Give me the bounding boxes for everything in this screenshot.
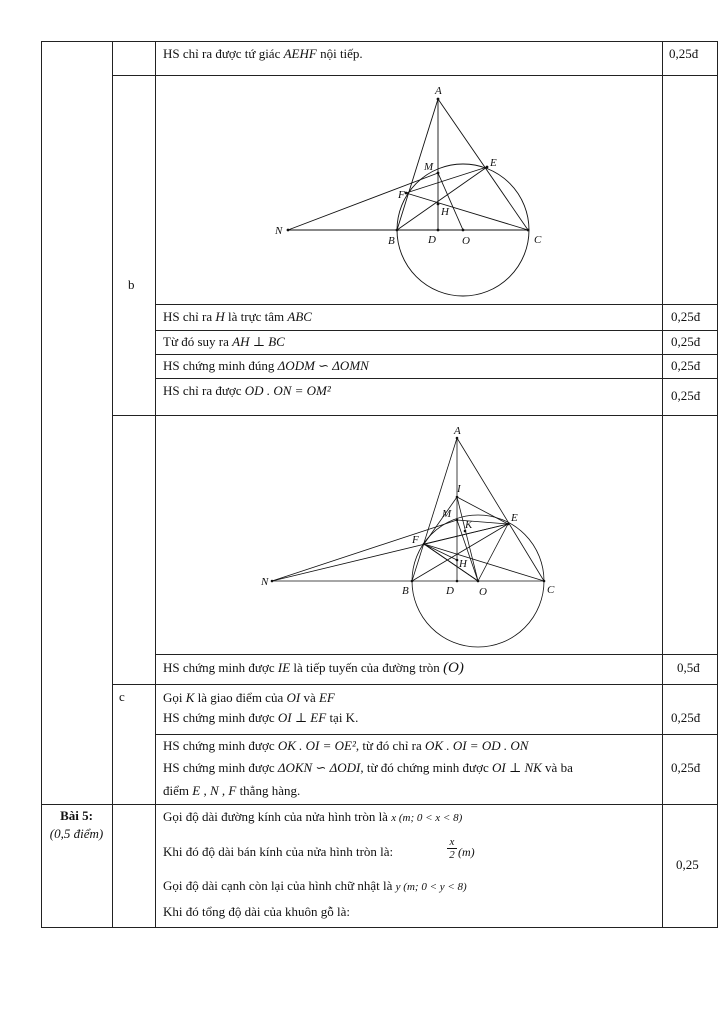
score: 0,25đ (671, 760, 701, 775)
c-item-2-line-2: HS chứng minh được OI ⊥ EF tại K. (163, 710, 359, 725)
b-item-1: HS chỉ ra H là trực tâm ABC (163, 309, 312, 324)
unit: (m) (458, 845, 475, 859)
c-item-3-line-3: điểm E , N , F thẳng hàng. (163, 783, 301, 798)
score: 0,25 (676, 857, 699, 872)
fraction-denominator: 2 (447, 848, 457, 861)
label-n: N (275, 225, 283, 237)
altitude-be (412, 524, 508, 581)
bai5-line-1: Gọi độ dài đường kính của nửa hình tròn là x (m; 0 < x < 8) (163, 809, 463, 824)
label-h: H (441, 206, 449, 218)
label-e: E (511, 512, 518, 524)
bai5-line-2: Khi đó độ dài bán kính của nửa hình tròn là: (163, 844, 394, 859)
bai5-line-4: Khi đó tổng độ dài của khuôn gỗ là: (163, 904, 351, 919)
c-item-1: HS chứng minh được IE là tiếp tuyến của đường tròn (O) (163, 660, 464, 676)
label-a: A (454, 425, 461, 437)
segment-fh (424, 544, 457, 560)
label-a: A (435, 85, 442, 97)
label-c: C (534, 234, 542, 246)
bai5-points: (0,5 điểm) (49, 826, 104, 841)
score: 0,25đ (669, 46, 699, 61)
label-m: M (424, 161, 434, 173)
label-d: D (428, 234, 436, 246)
fraction (447, 836, 457, 861)
fraction-numerator: x (449, 836, 455, 848)
label-k: K (465, 519, 473, 531)
row-aehf-text: HS chỉ ra được tứ giác AEHF nội tiếp. (163, 46, 363, 61)
score: 0,25đ (671, 358, 701, 373)
side-ac (457, 438, 544, 581)
score: 0,25đ (671, 388, 701, 403)
label-n: N (261, 576, 269, 588)
label-e: E (490, 157, 497, 169)
b-item-4: HS chỉ ra được OD . ON = OM² (163, 383, 331, 398)
label-f: F (398, 189, 405, 201)
part-label-b: b (128, 277, 135, 292)
score: 0,5đ (677, 660, 700, 675)
c-item-3-line-2: HS chứng minh được ΔOKN ∽ ΔODI, từ đó chứng minh được OI ⊥ NK và ba (163, 760, 573, 775)
bai5-line-3: Gọi độ dài cạnh còn lại của hình chữ nhật là y (m; 0 < y < 8) (163, 878, 467, 893)
score: 0,25đ (671, 334, 701, 349)
label-i: I (457, 483, 461, 495)
c-item-2-line-1: Gọi K là giao điểm của OI và EF (163, 690, 335, 705)
bai5-title: Bài 5: (60, 808, 93, 823)
score: 0,25đ (671, 309, 701, 324)
label-h: H (459, 558, 467, 570)
score: 0,25đ (671, 710, 701, 725)
part-label-c: c (119, 689, 125, 704)
label-c: C (547, 584, 555, 596)
line-nm (272, 520, 457, 581)
b-item-2: Từ đó suy ra AH ⊥ BC (163, 334, 285, 349)
c-item-3-line-1: HS chứng minh được OK . OI = OE², từ đó chỉ ra OK . OI = OD . ON (163, 738, 529, 753)
label-m: M (442, 508, 452, 520)
b-item-3: HS chứng minh đúng ΔODM ∽ ΔOMN (163, 358, 369, 373)
label-o: O (462, 235, 470, 247)
label-b: B (402, 585, 409, 597)
label-b: B (388, 235, 395, 247)
label-f: F (412, 534, 419, 546)
altitude-cf (424, 544, 544, 581)
label-o: O (479, 586, 487, 598)
label-d: D (446, 585, 454, 597)
